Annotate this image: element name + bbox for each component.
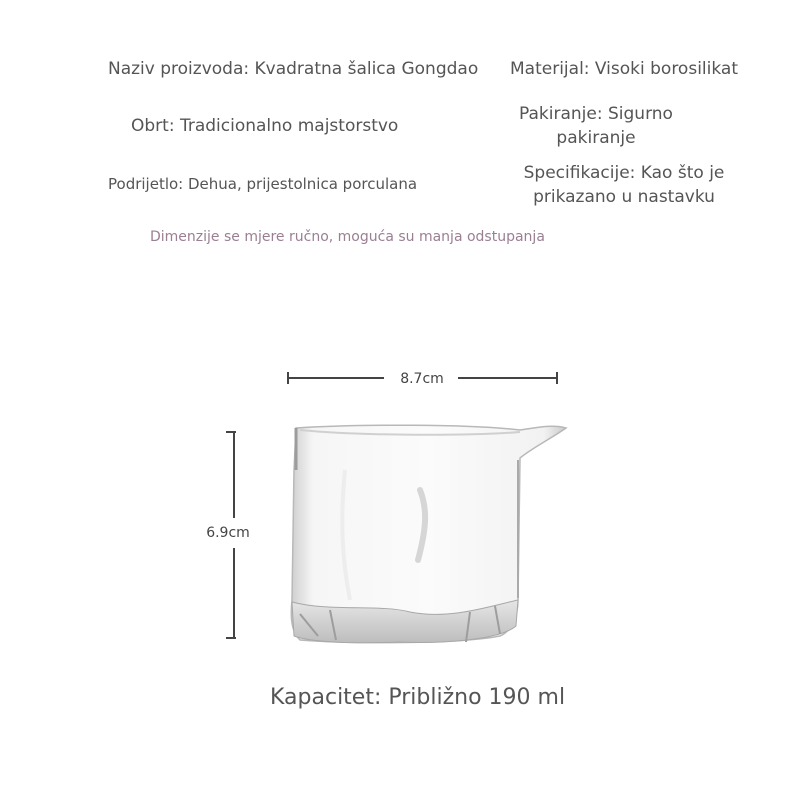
- glass-pitcher-image: [291, 425, 566, 643]
- spec-specifications-line2: prikazano u nastavku: [533, 187, 715, 207]
- spec-specifications-line1: Specifikacije: Kao što je: [523, 163, 725, 183]
- spec-packaging-line2: pakiranje: [556, 128, 636, 148]
- spec-craft: Obrt: Tradicionalno majstorstvo: [131, 116, 399, 136]
- measurement-note: Dimenzije se mjere ručno, moguća su manja odstupanja: [150, 229, 545, 245]
- spec-packaging-line1: Pakiranje: Sigurno: [519, 104, 673, 124]
- capacity-caption: Kapacitet: Približno 190 ml: [270, 685, 566, 710]
- spec-product-name: Naziv proizvoda: Kvadratna šalica Gongdao: [108, 59, 479, 79]
- height-dimension: [206, 432, 250, 638]
- width-dimension: [288, 371, 557, 387]
- width-label: 8.7cm: [400, 371, 444, 387]
- spec-material: Materijal: Visoki borosilikat: [510, 59, 738, 79]
- height-label: 6.9cm: [206, 525, 250, 541]
- spec-origin: Podrijetlo: Dehua, prijestolnica porculana: [108, 175, 418, 193]
